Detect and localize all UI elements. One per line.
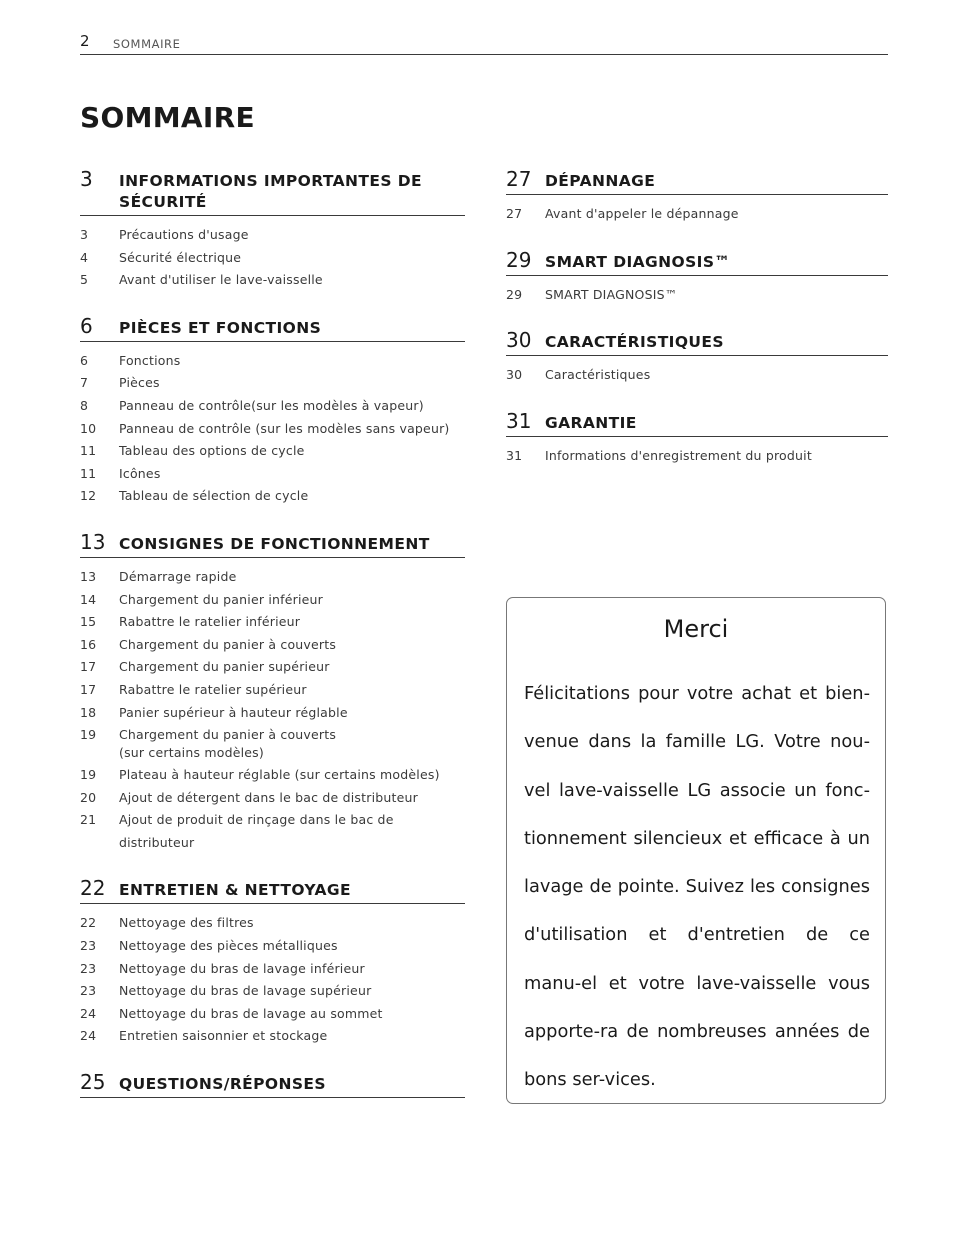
toc-entry[interactable] (506, 203, 888, 226)
entry-title (119, 958, 465, 981)
entry-title-line: Précautions d'usage (119, 227, 249, 242)
entry-page-number: 20 (80, 789, 97, 805)
section-heading[interactable] (80, 166, 465, 216)
entry-title (545, 445, 888, 468)
entry-title (119, 589, 465, 612)
toc-entry[interactable] (80, 463, 465, 486)
entry-title-line: Sécurité électrique (119, 249, 242, 265)
toc-entry[interactable] (80, 702, 465, 725)
entry-title (545, 203, 888, 226)
toc-entry[interactable] (80, 764, 465, 787)
entry-title (119, 726, 465, 762)
entry-title (119, 980, 465, 1003)
entry-page-number: 18 (80, 704, 97, 720)
entry-title-line: Panneau de contrôle(sur les modèles à vapeur) (119, 397, 424, 413)
entry-title (119, 247, 465, 270)
toc-entry[interactable] (506, 284, 888, 307)
entry-title-line: Informations d'enregistrement du produit (545, 447, 812, 463)
section-page-number: 30 (506, 328, 532, 353)
entry-title-line: Tableau des options de cycle (119, 443, 305, 459)
toc-section (506, 408, 888, 468)
merci-title: Merci (663, 615, 729, 643)
entry-title-line: distributeur (119, 834, 195, 850)
entry-title-line: Plateau à hauteur réglable (sur certains modèles) (119, 767, 440, 783)
page-title: SOMMAIRE (80, 101, 255, 134)
entry-title-line: Nettoyage des filtres (119, 915, 254, 931)
toc-entry[interactable] (506, 364, 888, 387)
entry-title (119, 1025, 465, 1048)
entry-page-number: 10 (80, 420, 97, 436)
toc-entry[interactable] (80, 912, 465, 935)
toc-section (80, 313, 465, 508)
entry-title-line: Ajout de détergent dans le bac de distributeur (119, 789, 418, 805)
entry-title (119, 395, 465, 418)
toc-entry[interactable] (80, 566, 465, 589)
toc-entry[interactable] (80, 724, 465, 764)
entry-page-number: 23 (80, 938, 97, 954)
entry-title-line: Rabattre le ratelier inférieur (119, 614, 301, 630)
entry-page-number: 16 (80, 636, 97, 652)
toc-entry[interactable] (80, 247, 465, 270)
section-title: PIÈCES ET FONCTIONS (119, 318, 322, 337)
entry-title-line: Pièces (119, 375, 160, 391)
entry-title-line: Caractéristiques (545, 367, 651, 383)
toc-section (80, 529, 465, 855)
entry-page-number: 4 (80, 249, 89, 265)
page-number: 2 (80, 32, 90, 50)
toc-section (80, 875, 465, 1048)
entry-page-number: 12 (80, 488, 97, 504)
section-page-number: 22 (80, 876, 106, 901)
section-heading[interactable] (506, 327, 888, 356)
toc-section (506, 166, 888, 226)
section-page-number: 13 (80, 529, 106, 554)
entry-title-line: Rabattre le ratelier supérieur (119, 681, 307, 697)
entry-title (119, 566, 465, 589)
entry-title-line: Ajout de produit de rinçage dans le bac de (119, 812, 394, 828)
entry-title (119, 764, 465, 787)
entry-page-number: 7 (80, 375, 89, 391)
section-page-number: 27 (506, 167, 532, 191)
section-page-number: 31 (506, 408, 532, 433)
entry-title (119, 912, 465, 935)
entry-title-line: Chargement du panier inférieur (119, 591, 323, 607)
section-title: QUESTIONS/RÉPONSES (119, 1075, 326, 1094)
toc-entry[interactable] (80, 224, 465, 247)
toc-entry[interactable] (80, 787, 465, 810)
entry-page-number: 5 (80, 272, 89, 288)
toc-entry[interactable] (80, 634, 465, 657)
section-title: CARACTÉRISTIQUES (545, 333, 724, 352)
entry-title (119, 269, 465, 292)
section-heading[interactable] (506, 408, 888, 437)
section-page-number: 29 (506, 247, 532, 272)
running-title: SOMMAIRE (113, 37, 181, 51)
entry-title (545, 284, 888, 307)
entry-page-number: 30 (506, 367, 523, 383)
entry-title (119, 634, 465, 657)
entry-title-line: Chargement du panier supérieur (119, 659, 330, 675)
entry-page-number: 24 (80, 1028, 97, 1044)
entry-page-number: 15 (80, 614, 97, 630)
entry-page-number: 19 (80, 767, 97, 783)
toc-entry[interactable] (80, 809, 465, 854)
entry-title-line: Nettoyage du bras de lavage inférieur (119, 960, 365, 976)
entry-title-line: Démarrage rapide (119, 568, 237, 584)
section-heading[interactable] (80, 875, 465, 904)
entry-page-number: 17 (80, 681, 97, 697)
entry-title (119, 440, 465, 463)
section-title: SMART DIAGNOSIS™ (545, 252, 731, 271)
entry-page-number: 23 (80, 960, 97, 976)
section-heading[interactable] (80, 1069, 465, 1098)
entry-title-line: SMART DIAGNOSIS™ (545, 286, 678, 302)
toc-entry[interactable] (80, 350, 465, 373)
section-heading[interactable] (80, 529, 465, 558)
entry-title (119, 935, 465, 958)
section-heading[interactable] (80, 313, 465, 342)
entry-page-number: 22 (80, 915, 97, 931)
entry-title (119, 485, 465, 508)
entry-page-number: 8 (80, 397, 89, 413)
toc-entry[interactable] (80, 269, 465, 292)
section-page-number: 6 (80, 313, 93, 338)
section-title: GARANTIE (545, 413, 637, 432)
toc-entry[interactable] (80, 395, 465, 418)
entry-page-number: 3 (80, 227, 89, 242)
toc-entry[interactable] (80, 440, 465, 463)
toc-entry[interactable] (80, 418, 465, 441)
entry-title (119, 787, 465, 810)
toc-section (80, 1069, 465, 1098)
toc-entry[interactable] (80, 656, 465, 679)
section-title: DÉPANNAGE (545, 172, 656, 190)
entry-title-line: (sur certains modèles) (119, 745, 264, 761)
entry-page-number: 24 (80, 1005, 97, 1021)
entry-title (119, 372, 465, 395)
toc-right-column (506, 166, 888, 488)
entry-title (119, 350, 465, 373)
toc-section (506, 247, 888, 307)
entry-title-line: Avant d'utiliser le lave-vaisselle (119, 272, 323, 288)
entry-title (545, 364, 888, 387)
entry-page-number: 31 (506, 447, 523, 463)
entry-page-number: 29 (506, 286, 523, 302)
entry-title-line: Fonctions (119, 352, 181, 368)
toc-entry[interactable] (506, 445, 888, 468)
entry-title-line: Avant d'appeler le dépannage (545, 206, 739, 221)
entry-title-line: Tableau de sélection de cycle (119, 488, 309, 504)
entry-page-number: 19 (80, 727, 97, 743)
entry-title (119, 679, 465, 702)
toc-entry[interactable] (80, 1025, 465, 1048)
page-header (80, 32, 888, 55)
entry-page-number: 27 (506, 206, 523, 221)
entry-title (119, 1003, 465, 1026)
entry-title-line: Panier supérieur à hauteur réglable (119, 704, 348, 720)
entry-page-number: 11 (80, 443, 97, 459)
section-title: ENTRETIEN & NETTOYAGE (119, 881, 351, 900)
entry-title (119, 656, 465, 679)
merci-text: Félicitations pour votre achat et bien-venue dans la famille LG. Votre nou-vel lave-vaisselle LG associe un fonc-tionnement silencieux et efficace à un lavage de pointe. Suivez les consignes d'utilisation et d'entretien de ce manu-el et votre lave-vaisselle vous apporte-ra de nombreuses années de bons ser-vices. (524, 683, 870, 1091)
entry-page-number: 13 (80, 568, 97, 584)
section-title: INFORMATIONS IMPORTANTES DE SÉCURITÉ (119, 172, 422, 211)
entry-title-line: Chargement du panier à couverts (119, 636, 337, 652)
entry-title-line: Chargement du panier à couverts (119, 727, 337, 743)
entry-page-number: 11 (80, 465, 97, 481)
entry-page-number: 14 (80, 591, 97, 607)
entry-title (119, 418, 465, 441)
entry-title-line: Entretien saisonnier et stockage (119, 1028, 328, 1044)
toc-entry[interactable] (80, 372, 465, 395)
toc-entry[interactable] (80, 1003, 465, 1026)
entry-title-line: Panneau de contrôle (sur les modèles sans vapeur) (119, 420, 450, 436)
toc-entry[interactable] (80, 679, 465, 702)
entry-page-number: 17 (80, 659, 97, 675)
toc-entry[interactable] (80, 958, 465, 981)
entry-title (119, 224, 465, 247)
toc-section (506, 327, 888, 387)
entry-title (119, 463, 465, 486)
entry-title (119, 702, 465, 725)
toc-section (80, 166, 465, 292)
entry-title-line: Icônes (119, 465, 161, 481)
entry-title (119, 611, 465, 634)
toc-entry[interactable] (80, 611, 465, 634)
section-title: CONSIGNES DE FONCTIONNEMENT (119, 534, 430, 553)
toc-entry[interactable] (80, 485, 465, 508)
toc-entry[interactable] (80, 589, 465, 612)
entry-title (119, 809, 465, 854)
toc-left-column (80, 166, 465, 1119)
entry-title-line: Nettoyage des pièces métalliques (119, 938, 338, 954)
entry-page-number: 23 (80, 983, 97, 999)
section-heading[interactable] (506, 166, 888, 195)
toc-entry[interactable] (80, 980, 465, 1003)
entry-title-line: Nettoyage du bras de lavage au sommet (119, 1005, 383, 1021)
merci-box (506, 597, 886, 1104)
toc-entry[interactable] (80, 935, 465, 958)
entry-page-number: 6 (80, 352, 89, 368)
section-page-number: 25 (80, 1070, 106, 1095)
section-heading[interactable] (506, 247, 888, 276)
section-page-number: 3 (80, 167, 93, 191)
entry-page-number: 21 (80, 812, 97, 828)
entry-title-line: Nettoyage du bras de lavage supérieur (119, 983, 372, 999)
